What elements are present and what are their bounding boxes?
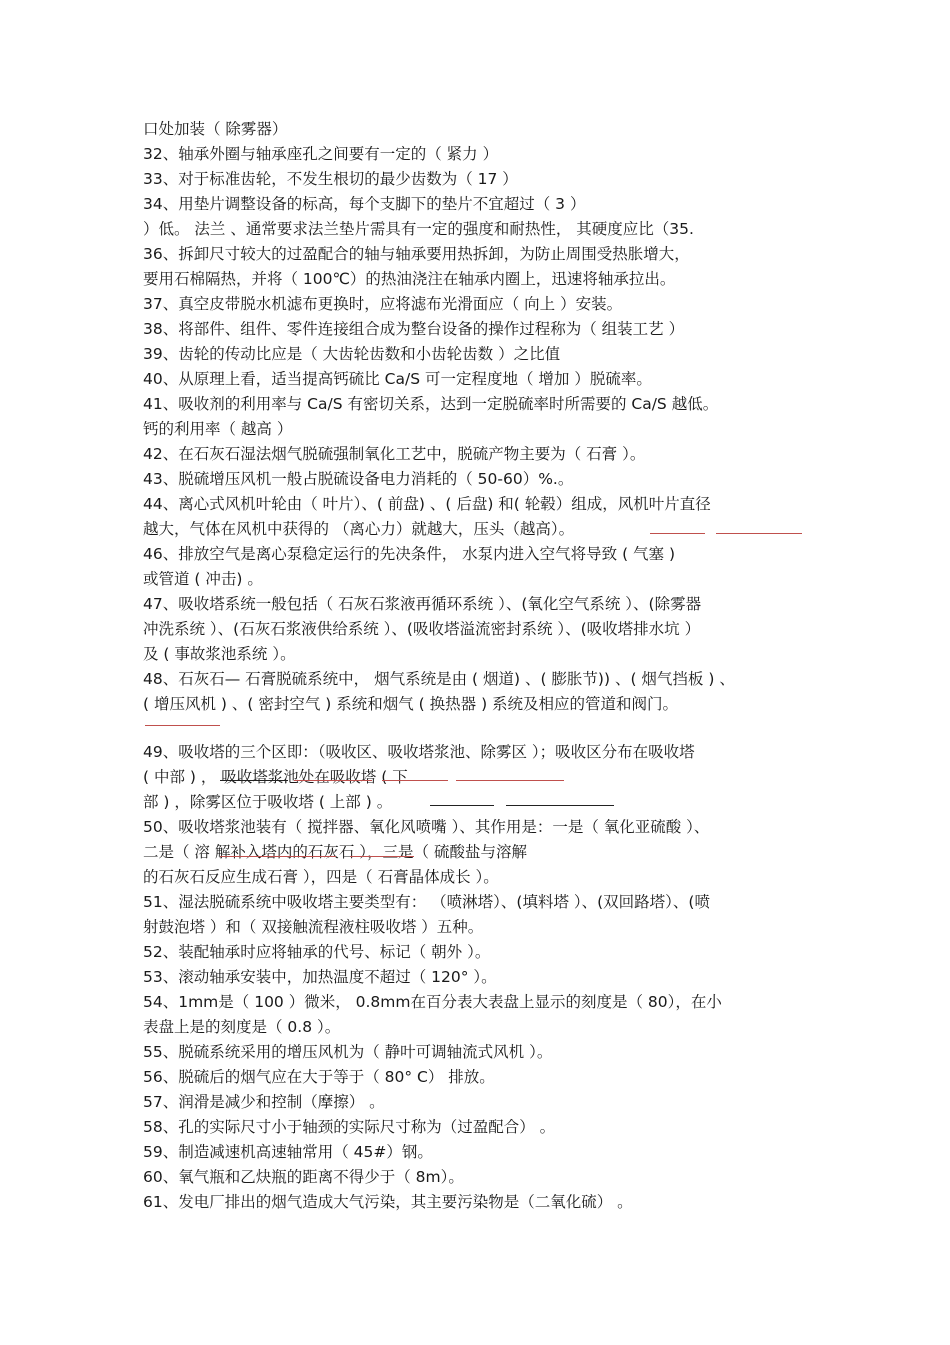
red-underline-mark: [716, 533, 802, 534]
text-line: 48、石灰石— 石膏脱硫系统中， 烟气系统是由 ( 烟道) 、( 膨胀节)) 、( 烟气挡板 ) 、: [143, 670, 735, 688]
text-line: 57、润滑是减少和控制（摩擦） 。: [143, 1093, 385, 1111]
text-line: 47、吸收塔系统一般包括（ 石灰石浆液再循环系统 ）、(氧化空气系统 ）、(除雾器: [143, 595, 702, 613]
text-line: 39、齿轮的传动比应是（ 大齿轮齿数和小齿轮齿数 ）之比值: [143, 345, 561, 363]
text-line: ( 增压风机 ) 、( 密封空气 ) 系统和烟气 ( 换热器 ) 系统及相应的管道和阀门。: [143, 695, 679, 713]
text-line: 的石灰石反应生成石膏 ），四是（ 石膏晶体成长 ）。: [143, 868, 499, 886]
text-line: 口处加装（ 除雾器）: [143, 120, 288, 138]
text-line: 34、用垫片调整设备的标高，每个支脚下的垫片不宜超过（ 3 ）: [143, 195, 586, 213]
red-underline-mark: [650, 533, 705, 534]
red-underline-mark: [456, 780, 564, 781]
text-line: 60、氧气瓶和乙炔瓶的距离不得少于（ 8m）。: [143, 1168, 464, 1186]
text-line: 二是（ 溶 解补入塔内的石灰石 ），三是（ 硫酸盐与溶解: [143, 843, 527, 861]
text-line: 钙的利用率（ 越高 ）: [143, 420, 293, 438]
text-line: 越大，气体在风机中获得的 （离心力）就越大，压头（越高）。: [143, 520, 575, 538]
text-line: 或管道 ( 冲击) 。: [143, 570, 263, 588]
text-line: 38、将部件、组件、零件连接组合成为整台设备的操作过程称为（ 组装工艺 ）: [143, 320, 685, 338]
text-line: 61、发电厂排出的烟气造成大气污染，其主要污染物是（二氧化硫） 。: [143, 1193, 633, 1211]
text-line: 46、排放空气是离心泵稳定运行的先决条件， 水泵内进入空气将导致 ( 气塞 ): [143, 545, 676, 563]
text-line: 52、装配轴承时应将轴承的代号、标记（ 朝外 ）。: [143, 943, 491, 961]
text-line: 58、孔的实际尺寸小于轴颈的实际尺寸称为（过盈配合） 。: [143, 1118, 556, 1136]
red-underline-mark: [382, 780, 448, 781]
black-underline-mark: [220, 780, 288, 781]
text-line: 32、轴承外圈与轴承座孔之间要有一定的（ 紧力 ）: [143, 145, 499, 163]
text-line: 40、从原理上看，适当提高钙硫比 Ca/S 可一定程度地（ 增加 ）脱硫率。: [143, 370, 652, 388]
text-line: 49、吸收塔的三个区即：（吸收区、吸收塔浆池、除雾区 ）；吸收区分布在吸收塔: [143, 743, 695, 761]
text-line: 44、离心式风机叶轮由（ 叶片）、( 前盘) 、( 后盘) 和( 轮毂）组成，风机叶片直径: [143, 495, 711, 513]
text-line: 33、对于标准齿轮，不发生根切的最少齿数为（ 17 ）: [143, 170, 518, 188]
black-underline-mark: [506, 805, 614, 806]
red-underline-mark: [350, 856, 414, 857]
red-underline-mark: [220, 856, 336, 857]
text-line: 51、湿法脱硫系统中吸收塔主要类型有： （喷淋塔）、(填料塔 ）、(双回路塔）、(喷: [143, 893, 710, 911]
text-line: 55、脱硫系统采用的增压风机为（ 静叶可调轴流式风机 ）。: [143, 1043, 553, 1061]
red-underline-mark: [145, 725, 220, 726]
black-underline-mark: [430, 805, 494, 806]
text-line: ( 中部 ) ， 吸收塔浆池处在吸收塔 ( 下: [143, 768, 408, 786]
text-line: 59、制造减速机高速轴常用（ 45#）钢。: [143, 1143, 433, 1161]
text-line: 表盘上是的刻度是（ 0.8 ）。: [143, 1018, 341, 1036]
text-line: 50、吸收塔浆池装有（ 搅拌器、氧化风喷嘴 ）、其作用是：一是（ 氧化亚硫酸 ）、: [143, 818, 710, 836]
text-line: 43、脱硫增压风机一般占脱硫设备电力消耗的（ 50-60）%.。: [143, 470, 574, 488]
text-line: 要用石棉隔热，并将（ 100℃）的热油浇注在轴承内圈上，迅速将轴承拉出。: [143, 270, 676, 288]
text-line: 41、吸收剂的利用率与 Ca/S 有密切关系，达到一定脱硫率时所需要的 Ca/S 越低。: [143, 395, 719, 413]
red-underline-mark: [294, 780, 372, 781]
text-line: ）低。 法兰 、通常要求法兰垫片需具有一定的强度和耐热性， 其硬度应比（35.: [143, 220, 694, 238]
text-line: 37、真空皮带脱水机滤布更换时，应将滤布光滑面应（ 向上 ）安装。: [143, 295, 623, 313]
text-line: 冲洗系统 ）、(石灰石浆液供给系统 ）、(吸收塔溢流密封系统 ）、(吸收塔排水坑 ）: [143, 620, 701, 638]
text-line: 部 ) ，除雾区位于吸收塔 ( 上部 ) 。: [143, 793, 393, 811]
text-line: 54、1mm是（ 100 ）微米， 0.8mm在百分表大表盘上显示的刻度是（ 80），在小: [143, 993, 722, 1011]
text-line: 及 ( 事故浆池系统 ）。: [143, 645, 296, 663]
text-line: 53、滚动轴承安装中，加热温度不超过（ 120° ）。: [143, 968, 497, 986]
text-line: 36、拆卸尺寸较大的过盈配合的轴与轴承要用热拆卸，为防止周围受热胀增大，: [143, 245, 690, 263]
text-line: 射鼓泡塔 ）和（ 双接触流程液柱吸收塔 ）五种。: [143, 918, 484, 936]
text-line: 56、脱硫后的烟气应在大于等于（ 80° C） 排放。: [143, 1068, 495, 1086]
text-line: 42、在石灰石湿法烟气脱硫强制氧化工艺中，脱硫产物主要为（ 石膏 ）。: [143, 445, 646, 463]
